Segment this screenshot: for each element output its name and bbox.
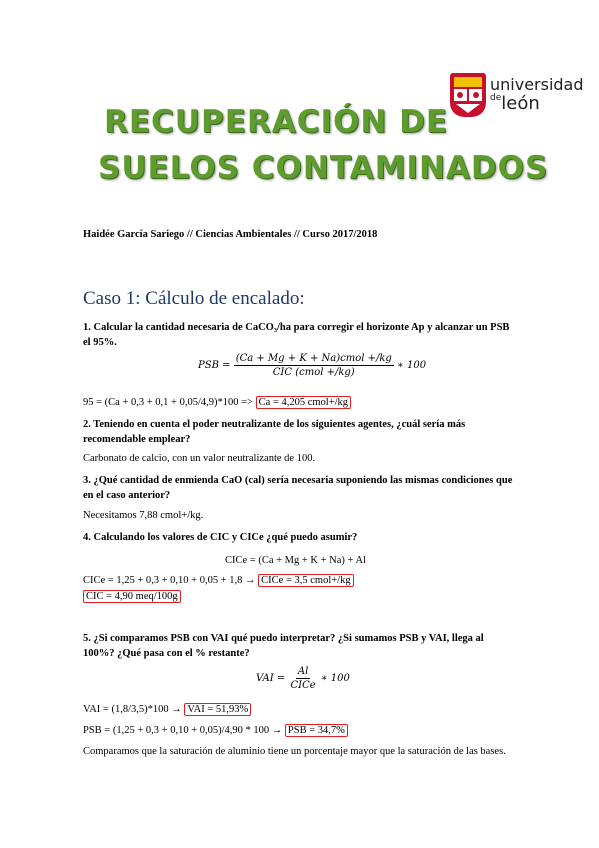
case-heading: Caso 1: Cálculo de encalado: xyxy=(83,288,305,309)
vai-formula-fraction xyxy=(288,666,317,691)
psb-formula xyxy=(198,353,426,378)
vai-formula xyxy=(256,666,350,691)
q2-answer: Carbonato de calcio, con un valor neutralizante de 100. xyxy=(83,453,316,464)
author-line: Haidée García Sariego // Ciencias Ambientales // Curso 2017/2018 xyxy=(83,229,378,240)
q3-answer: Necesitamos 7,88 cmol+/kg. xyxy=(83,510,204,521)
question-3: 3. ¿Qué cantidad de enmienda CaO (cal) sería necesaria suponiendo las mismas condiciones que en el caso anterior? xyxy=(83,475,513,501)
q5-result1-box: VAI = 51,93% xyxy=(184,703,251,716)
vai-formula-numerator: Al xyxy=(297,666,309,677)
q4-calculation xyxy=(83,573,354,588)
q1-calc-text: 95 = (Ca + 0,3 + 0,1 + 0,05/4,9)*100 => xyxy=(83,397,253,408)
q5-calc1-text: VAI = (1,8/3,5)*100 → xyxy=(83,704,182,715)
cice-formula: CICe = (Ca + Mg + K + Na) + Al xyxy=(225,555,367,566)
question-2: 2. Teniendo en cuenta el poder neutralizante de los siguientes agentes, ¿cuál sería más recomendable emplear? xyxy=(83,419,466,445)
psb-formula-rhs: ∗ 100 xyxy=(397,360,427,371)
psb-formula-fraction xyxy=(234,353,394,378)
vai-formula-lhs: VAI = xyxy=(256,673,286,684)
q5-calc2-text: PSB = (1,25 + 0,3 + 0,10 + 0,05)/4,90 * 100 → xyxy=(83,725,283,736)
vai-formula-rhs: ∗ 100 xyxy=(320,673,350,684)
q4-calc-text: CICe = 1,25 + 0,3 + 0,10 + 0,05 + 1,8 → xyxy=(83,575,256,586)
document-title-line1: RECUPERACIÓN DE xyxy=(104,104,449,140)
q5-conclusion: Comparamos que la saturación de aluminio tiene un porcentaje mayor que la saturación de las bases. xyxy=(83,746,506,757)
logo-text-universidad: universidad xyxy=(490,75,584,94)
logo-text-de: de xyxy=(490,93,502,103)
psb-formula-denominator: CIC (cmol +/kg) xyxy=(272,367,355,378)
q5-calculation-psb xyxy=(83,723,348,738)
q4-result1-box: CICe = 3,5 cmol+/kg xyxy=(258,574,353,587)
question-5: 5. ¿Si comparamos PSB con VAI qué puedo interpretar? ¿Si sumamos PSB y VAI, llega al 100%? ¿Qué pasa con el % restante? xyxy=(83,633,484,659)
psb-formula-numerator: (Ca + Mg + K + Na)cmol +/kg xyxy=(235,353,392,364)
document-title-line2: SUELOS CONTAMINADOS xyxy=(98,150,549,186)
q4-result2-box: CIC = 4,90 meq/100g xyxy=(83,590,181,603)
question-4: 4. Calculando los valores de CIC y CICe ¿qué puedo asumir? xyxy=(83,532,358,543)
q4-result2 xyxy=(83,589,181,604)
q1-result-box: Ca = 4,205 cmol+/kg xyxy=(256,396,351,409)
question-1: 1. Calcular la cantidad necesaria de CaCO₃/ha para corregir el horizonte Ap y alcanzar un PSB el 95%. xyxy=(83,322,510,348)
psb-formula-lhs: PSB = xyxy=(198,360,231,371)
logo-text-leon-word: león xyxy=(501,93,540,114)
vai-formula-denominator: CICe xyxy=(290,680,316,691)
q1-calculation xyxy=(83,395,351,410)
q5-result2-box: PSB = 34,7% xyxy=(285,724,348,737)
q5-calculation-vai xyxy=(83,702,251,717)
